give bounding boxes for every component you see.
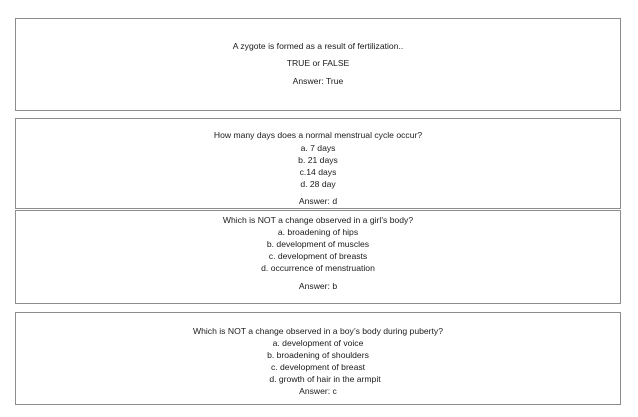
question-card-4 bbox=[15, 312, 621, 405]
answer-option: b. broadening of shoulders bbox=[267, 350, 369, 360]
answer-option: b. 21 days bbox=[298, 155, 338, 165]
answer-option: c. development of breast bbox=[270, 362, 366, 372]
question-prompt: Which is NOT a change observed in a boy’s body during puberty? bbox=[193, 326, 443, 336]
question-card-3 bbox=[15, 210, 621, 304]
question-prompt: A zygote is formed as a result of fertilization.. bbox=[232, 41, 404, 51]
question-card-1 bbox=[15, 18, 621, 111]
answer-option: a. development of voice bbox=[272, 338, 364, 348]
answer-option: c. development of breasts bbox=[268, 251, 368, 261]
answer-line: Answer: b bbox=[298, 281, 338, 291]
answer-option: d. 28 day bbox=[300, 179, 336, 189]
question-prompt: Which is NOT a change observed in a girl’s body? bbox=[222, 215, 414, 225]
question-prompt: How many days does a normal menstrual cycle occur? bbox=[213, 130, 423, 140]
answer-option: TRUE or FALSE bbox=[286, 58, 350, 68]
answer-option: a. broadening of hips bbox=[277, 227, 359, 237]
answer-option: c.14 days bbox=[299, 167, 337, 177]
answer-option: d. growth of hair in the armpit bbox=[269, 374, 381, 384]
answer-line: Answer: True bbox=[292, 76, 344, 86]
question-card-2 bbox=[15, 118, 621, 209]
answer-option: a. 7 days bbox=[300, 143, 336, 153]
answer-line: Answer: d bbox=[298, 196, 338, 206]
answer-option: b. development of muscles bbox=[266, 239, 370, 249]
answer-line: Answer: c bbox=[299, 386, 337, 396]
answer-option: d. occurrence of menstruation bbox=[261, 263, 375, 273]
